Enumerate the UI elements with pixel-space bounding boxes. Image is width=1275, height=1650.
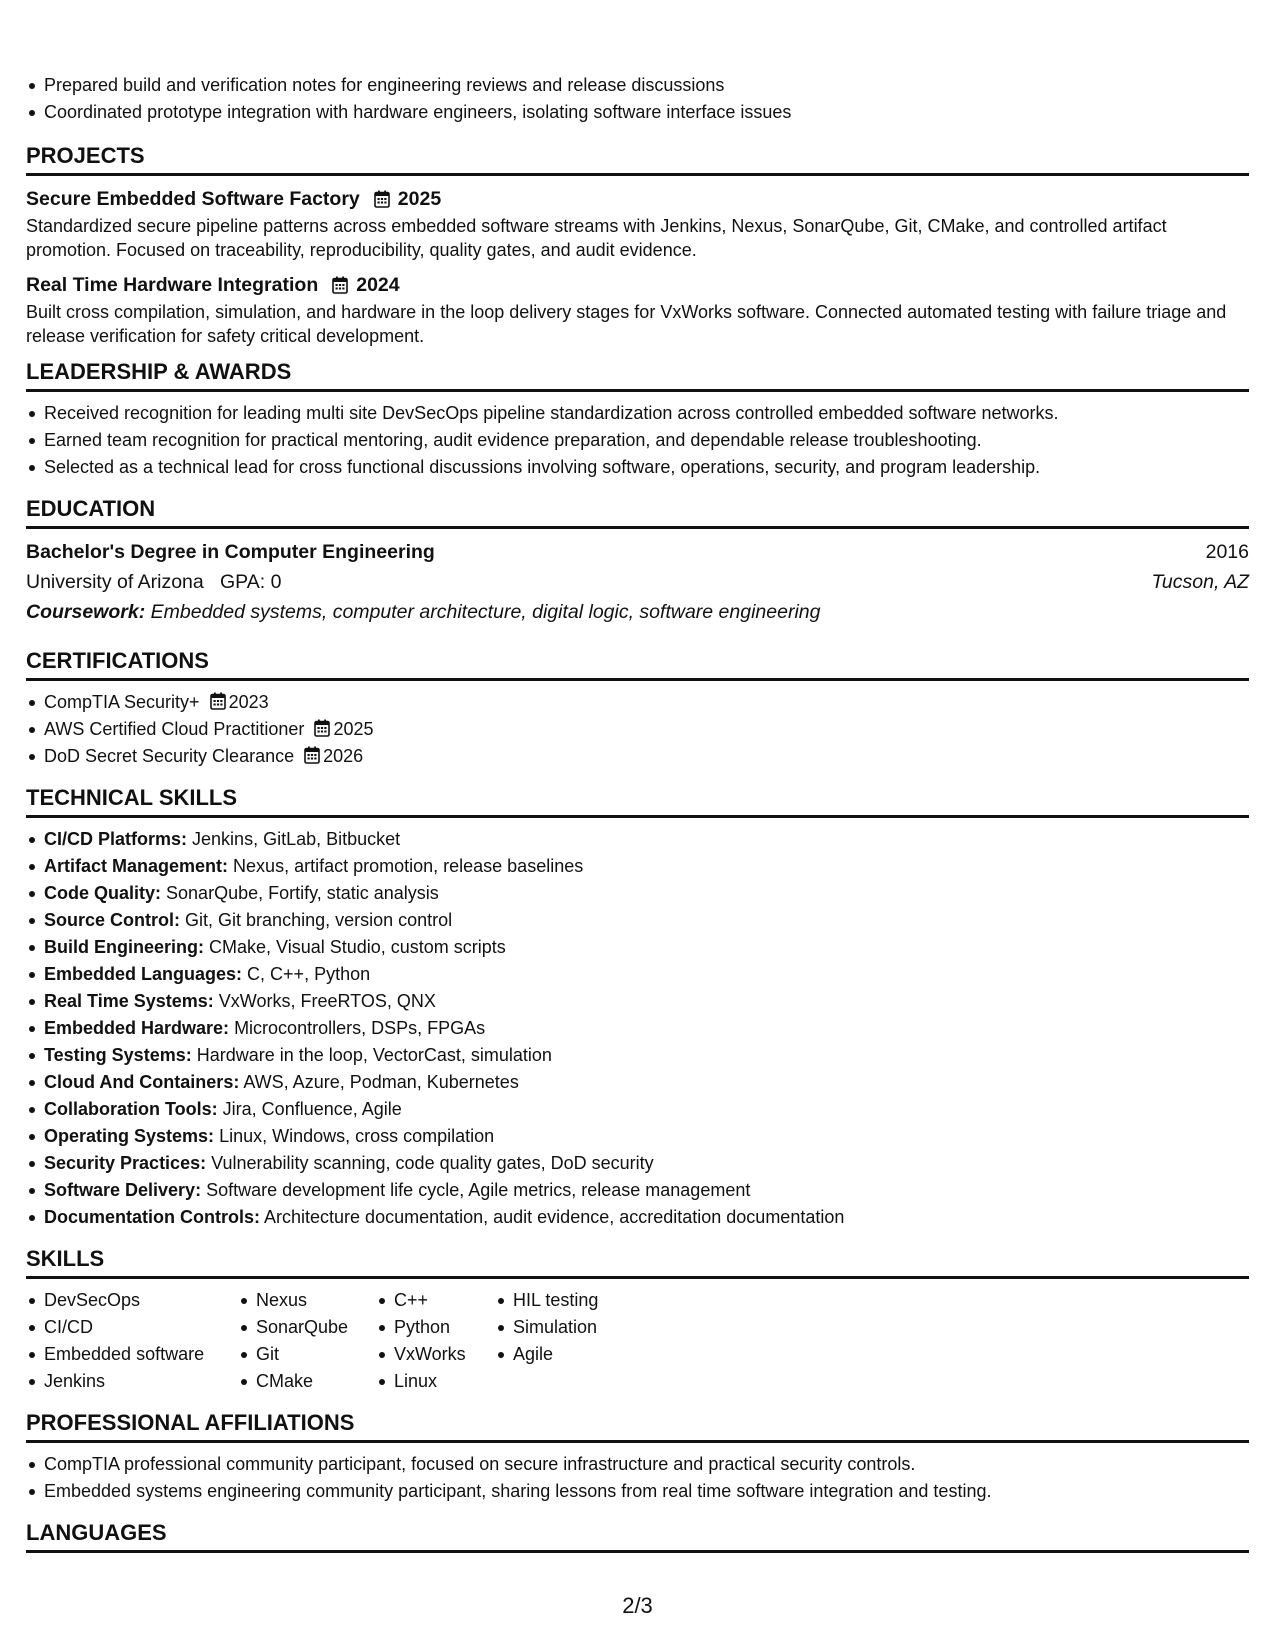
list-item [26,1015,1249,1042]
certification-name: CompTIA Security+ [44,692,200,712]
skill-values: VxWorks, FreeRTOS, QNX [218,991,436,1011]
certification-name: DoD Secret Security Clearance [44,746,295,766]
list-item: Coordinated prototype integration with hardware engineers, isolating software interface issues [26,99,1249,126]
list-item: Prepared build and verification notes for engineering reviews and release discussions [26,72,1249,99]
skill-values: Vulnerability scanning, code quality gates, DoD security [211,1153,654,1173]
skill-values: Architecture documentation, audit evidence, accreditation documentation [264,1207,845,1227]
skill-values: Microcontrollers, DSPs, FPGAs [234,1018,486,1038]
skill-values: C, C++, Python [247,964,371,984]
calendar-icon [210,692,226,710]
section-heading-leadership: LEADERSHIP & AWARDS [26,358,1249,392]
skill-category: Documentation Controls: [44,1207,260,1227]
skill-category: Testing Systems: [44,1045,192,1065]
list-item [26,934,1249,961]
list-item: VxWorks [376,1341,495,1368]
project-title-row [26,270,1249,300]
list-item [26,1150,1249,1177]
skill-category: Cloud And Containers: [44,1072,240,1092]
certification-year: 2023 [228,692,269,712]
list-item: CMake [238,1368,376,1395]
skill-category: Build Engineering: [44,937,204,957]
list-item: CI/CD [26,1314,238,1341]
list-item: Received recognition for leading multi site DevSecOps pipeline standardization across controlled embedded software networks. [26,400,1249,427]
list-item [26,1123,1249,1150]
calendar-icon [374,190,390,208]
skill-category: CI/CD Platforms: [44,829,188,849]
education-degree-row [26,537,1249,567]
skill-category: Real Time Systems: [44,991,214,1011]
list-item [26,961,1249,988]
section-heading-languages: LANGUAGES [26,1519,1249,1553]
skills-column [26,1287,238,1395]
list-item: Python [376,1314,495,1341]
skill-values: Linux, Windows, cross compilation [219,1126,495,1146]
list-item [26,1069,1249,1096]
list-item: Jenkins [26,1368,238,1395]
project-title-row [26,184,1249,214]
degree-name: Bachelor's Degree in Computer Engineering [26,541,435,563]
skill-category: Software Delivery: [44,1180,202,1200]
list-item: DevSecOps [26,1287,238,1314]
list-item: Nexus [238,1287,376,1314]
list-item: CompTIA professional community participant, focused on secure infrastructure and practical security controls. [26,1451,1249,1478]
list-item [26,853,1249,880]
calendar-icon [332,276,348,294]
skill-values: Jira, Confluence, Agile [222,1099,402,1119]
graduation-year: 2016 [1205,541,1249,563]
school-info [26,567,281,597]
list-item [26,1204,1249,1231]
list-item [26,1177,1249,1204]
section-heading-technical-skills: TECHNICAL SKILLS [26,784,1249,818]
list-item: Embedded software [26,1341,238,1368]
skill-values: CMake, Visual Studio, custom scripts [209,937,506,957]
skill-category: Code Quality: [44,883,162,903]
project-description: Standardized secure pipeline patterns across embedded software streams with Jenkins, Nexus, SonarQube, Git, CMake, and controlled artifact promotion. Focused on traceability, reproducibility, quality gates, and audit evidence. [26,216,1167,260]
list-item [26,716,1249,743]
education-school-row [26,567,1249,597]
page-number: 2/3 [622,1593,653,1618]
certification-year: 2025 [333,719,374,739]
project-year: 2024 [356,274,400,296]
skill-category: Operating Systems: [44,1126,215,1146]
skill-category: Embedded Languages: [44,964,243,984]
affiliations-list [26,1451,1249,1505]
skill-category: Security Practices: [44,1153,207,1173]
list-item [26,880,1249,907]
project-description: Built cross compilation, simulation, and hardware in the loop delivery stages for VxWorks software. Connected automated testing with failure triage and release verification for safety critical development. [26,302,1227,346]
list-item [26,1042,1249,1069]
coursework [26,597,820,627]
skill-category: Artifact Management: [44,856,229,876]
skill-values: Jenkins, GitLab, Bitbucket [192,829,401,849]
section-heading-education: EDUCATION [26,495,1249,529]
list-item [26,743,1249,770]
skills-column [238,1287,376,1395]
list-item [26,1096,1249,1123]
list-item: SonarQube [238,1314,376,1341]
section-heading-skills: SKILLS [26,1245,1249,1279]
skill-values: Git, Git branching, version control [185,910,453,930]
coursework-text: Embedded systems, computer architecture, digital logic, software engineering [150,601,821,623]
section-heading-certifications: CERTIFICATIONS [26,647,1249,681]
calendar-icon [304,746,320,764]
technical-skills-list [26,826,1249,1231]
skills-columns [26,1287,1249,1395]
calendar-icon [314,719,330,737]
list-item [26,826,1249,853]
list-item [26,689,1249,716]
skill-values: SonarQube, Fortify, static analysis [166,883,439,903]
certification-year: 2026 [323,746,364,766]
project-title: Secure Embedded Software Factory [26,188,360,210]
skills-column [495,1287,598,1395]
coursework-label: Coursework: [26,601,146,623]
gpa: GPA: 0 [220,571,282,593]
list-item: HIL testing [495,1287,598,1314]
list-item [26,907,1249,934]
section-heading-affiliations: PROFESSIONAL AFFILIATIONS [26,1409,1249,1443]
resume-page [26,72,1249,1561]
school-name: University of Arizona [26,571,204,593]
leadership-list [26,400,1249,481]
list-item: Selected as a technical lead for cross functional discussions involving software, operations, security, and program leadership. [26,454,1249,481]
list-item: Agile [495,1341,598,1368]
skill-category: Collaboration Tools: [44,1099,218,1119]
skill-values: AWS, Azure, Podman, Kubernetes [243,1072,519,1092]
school-location: Tucson, AZ [1151,571,1249,593]
list-item: Linux [376,1368,495,1395]
project-year: 2025 [397,188,442,210]
certifications-list [26,689,1249,770]
skill-values: Nexus, artifact promotion, release baselines [233,856,584,876]
coursework-row [26,597,1249,627]
experience-bullets [26,72,1249,126]
section-heading-projects: PROJECTS [26,142,1249,176]
skill-category: Source Control: [44,910,181,930]
list-item: Git [238,1341,376,1368]
skills-column [376,1287,495,1395]
project-title: Real Time Hardware Integration [26,274,319,296]
list-item [26,988,1249,1015]
skill-category: Embedded Hardware: [44,1018,230,1038]
skill-values: Hardware in the loop, VectorCast, simulation [196,1045,552,1065]
list-item: Simulation [495,1314,598,1341]
certification-name: AWS Certified Cloud Practitioner [44,719,305,739]
list-item: Earned team recognition for practical mentoring, audit evidence preparation, and dependable release troubleshooting. [26,427,1249,454]
list-item: C++ [376,1287,495,1314]
skill-values: Software development life cycle, Agile metrics, release management [206,1180,751,1200]
list-item: Embedded systems engineering community participant, sharing lessons from real time software integration and testing. [26,1478,1249,1505]
